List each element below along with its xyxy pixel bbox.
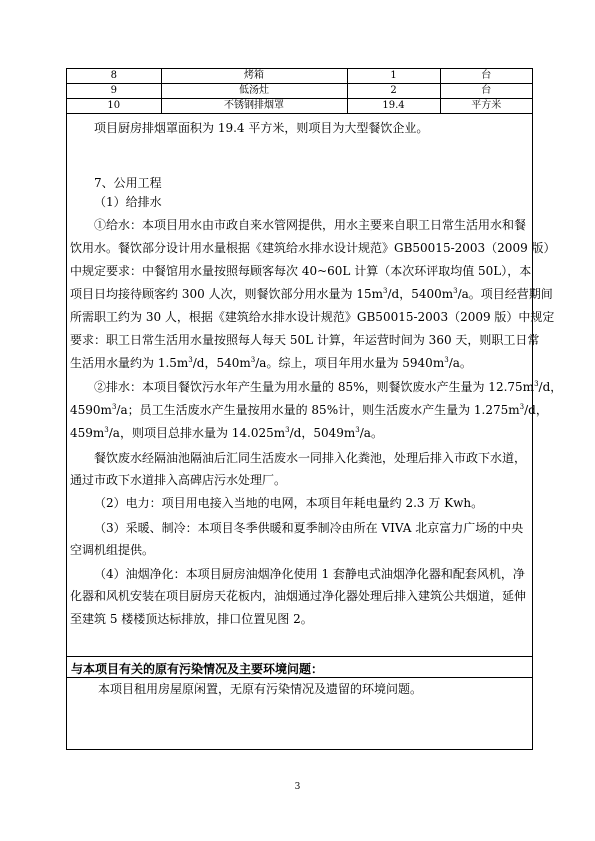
cell-qty: 19.4 — [347, 99, 440, 114]
cell-name: 烤箱 — [161, 69, 347, 84]
section-7-title: 7、公用工程 — [94, 176, 162, 190]
supply-line: 项目日均接待顾客约 300 人次，则餐饮部分用水量为 $15m^3/d$，$5400m^3/a$。项目经营期间 — [70, 287, 553, 301]
page-frame — [66, 68, 563, 750]
supply-line: ①给水：本项目用水由市政自来水管网提供，用水主要来自职工日常生活用水和餐 — [94, 218, 527, 232]
supply-line: 中规定要求：中餐馆用水量按照每顾客每次 40~60L 计算（本次环评取均值 50L），本 — [70, 264, 532, 278]
hvac-line: （3）采暖、制冷：本项目冬季供暖和夏季制冷由所在 VIVA 北京富力广场的中央 — [94, 521, 524, 535]
hood-note: 项目厨房排烟罩面积为 19.4 平方米，则项目为大型餐饮企业。 — [94, 121, 429, 135]
fume-line: （4）油烟净化：本项目厨房油烟净化使用 1 套静电式油烟净化器和配套风机，净 — [94, 567, 525, 581]
cell-no: 10 — [67, 99, 161, 114]
fume-line: 化器和风机安装在项目厨房天花板内，油烟通过净化器处理后排入建筑公共烟道，延伸 — [70, 589, 527, 603]
power-line: （2）电力：项目用电接入当地的电网，本项目年耗电量约 2.3 万 Kwh。 — [94, 496, 484, 510]
treatment-line: 通过市政下水道排入高碑店污水处理厂。 — [70, 473, 287, 487]
drain-line: $459m^3/a$，则项目总排水量为 $14.025m^3/d$，$5049m^3/a$。 — [70, 426, 383, 440]
cell-name: 低汤灶 — [161, 84, 347, 99]
cell-unit: 台 — [440, 69, 532, 84]
cell-qty: 2 — [347, 84, 440, 99]
drain-line: ②排水：本项目餐饮污水年产生量为用水量的 85%，则餐饮废水产生量为 $12.75m^3/d$， — [94, 380, 563, 394]
pollution-text: 本项目租用房屋原闲置，无原有污染情况及遗留的环境问题。 — [98, 682, 423, 696]
table-row — [67, 84, 532, 99]
cell-qty: 1 — [347, 69, 440, 84]
cell-no: 9 — [67, 84, 161, 99]
equipment-table — [67, 69, 532, 114]
treatment-line: 餐饮废水经隔油池隔油后汇同生活废水一同排入化粪池，处理后排入市政下水道， — [94, 451, 527, 465]
table-row — [67, 99, 532, 114]
supply-line: 要求：职工日常生活用水量按照每人每天 50L 计算，年运营时间为 360 天，则职工日常 — [70, 333, 540, 347]
fume-line: 至建筑 5 楼楼顶达标排放，排口位置见图 2。 — [70, 612, 313, 626]
cell-unit: 平方米 — [440, 99, 532, 114]
cell-no: 8 — [67, 69, 161, 84]
drain-line: $4590m^3/a$；员工生活废水产生量按用水量的 85%计，则生活废水产生量为 $1.275m^3/d$， — [70, 403, 548, 417]
page-number: 3 — [294, 782, 301, 792]
table-row — [67, 69, 532, 84]
supply-line: 饮用水。餐饮部分设计用水量根据《建筑给水排水设计规范》GB50015-2003（2009 版） — [70, 241, 556, 255]
hvac-line: 空调机组提供。 — [70, 543, 155, 557]
section-divider — [67, 677, 532, 678]
cell-unit: 台 — [440, 84, 532, 99]
water-subtitle: （1）给排水 — [94, 195, 162, 209]
pollution-heading: 与本项目有关的原有污染情况及主要环境问题： — [71, 662, 324, 676]
supply-line: 所需职工约为 30 人，根据《建筑给水排水设计规范》GB50015-2003（2009 版）中规定 — [70, 310, 555, 324]
section-divider — [67, 656, 532, 657]
cell-name: 不锈钢排烟罩 — [161, 99, 347, 114]
supply-line: 生活用水量约为 $1.5m^3/d$，$540m^3/a$。综上，项目年用水量为 $5940m^3/a$。 — [70, 356, 472, 370]
